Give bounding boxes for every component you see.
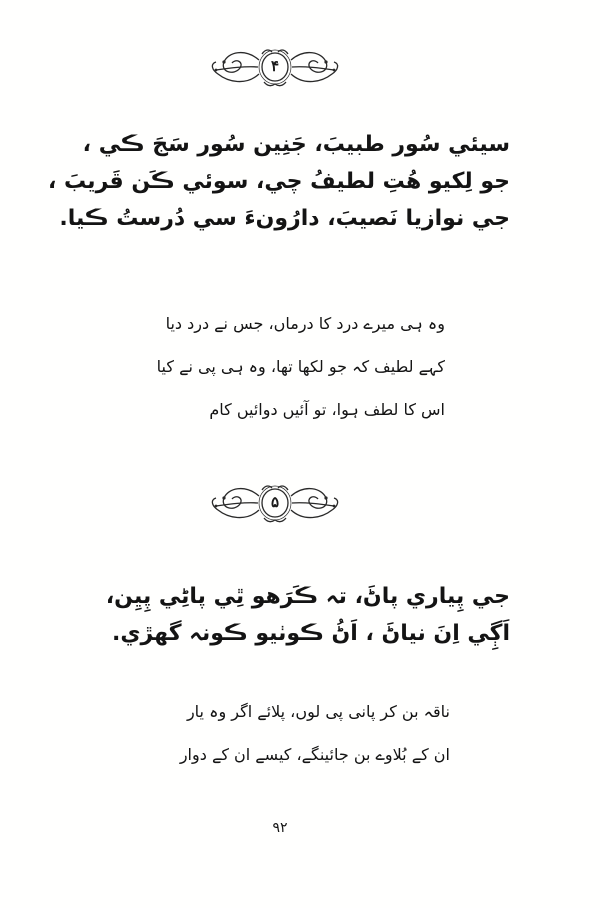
section-ornament-4 [200,46,350,90]
sindhi-verse [48,126,510,237]
verse-line: جي نوازيا نَصيبَ، دارُونءَ سي دُرستُ ڪيا. [59,206,510,231]
translation-line: ان کے بُلاوے بن جائینگے، کیسے ان کے دوار [179,745,450,764]
sindhi-verse [82,578,510,652]
urdu-translation [145,302,445,431]
translation-line: ناقہ بن کر پانی پی لوں، پلائے اگر وہ یار [186,702,450,721]
translation-line: اس کا لطف ہوا، تو آئیں دوائیں کام [209,400,445,419]
section-number: ۵ [270,493,280,511]
translation-line: وہ ہی میرے درد کا درماں، جس نے درد دیا [165,314,445,333]
section-number: ۴ [270,57,280,75]
verse-line: سيئي سُور طبيبَ، جَنِين سُور سَجَ ڪي ، [82,132,510,157]
urdu-translation [150,690,450,776]
verse-line: جو لِکيو هُتِ لطيفُ چي، سوئي ڪَن قَريبَ ، [48,169,510,194]
section-ornament-5 [200,482,350,526]
translation-line: کہے لطیف کہ جو لکھا تھا، وہ ہی پی نے کیا [156,357,445,376]
page-number: ۹۲ [272,820,288,836]
verse-line: جي پِياري پاڻَ، تہ ڪَرَهو ٿِي پاڻِي پِيِن، [105,584,510,609]
verse-line: اَڳِي اِنَ نياڻَ ، اَڻُ ڪوٺيو ڪونہ گهڙي. [111,621,510,646]
